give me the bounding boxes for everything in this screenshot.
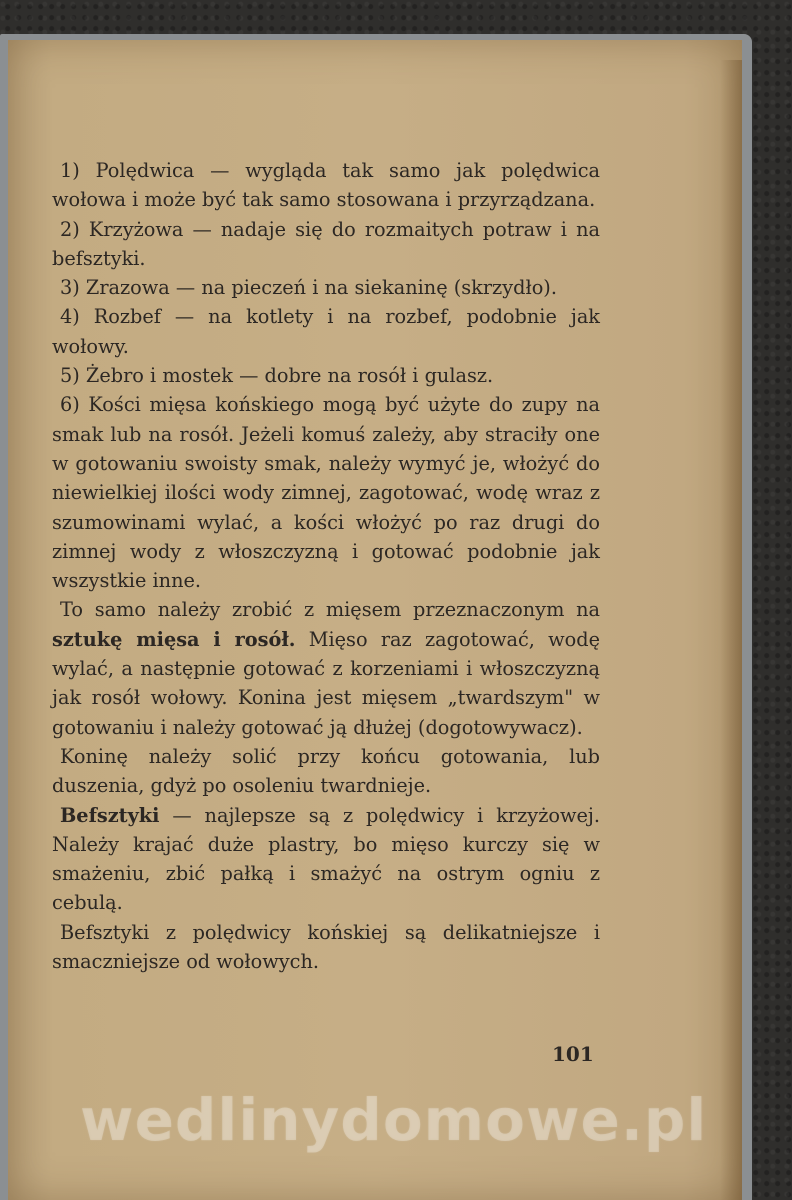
watermark: wedlinydomowe.pl bbox=[80, 1086, 708, 1154]
text-run: 1) Polędwica — wygląda tak samo jak polędwica wołowa i może być tak samo stosowana i przyrządzana. bbox=[52, 159, 600, 212]
page-text bbox=[52, 156, 600, 976]
text-run: 5) Żebro i mostek — dobre na rosół i gulasz. bbox=[60, 364, 494, 388]
page-number: 101 bbox=[552, 1042, 594, 1066]
paragraph bbox=[52, 918, 600, 977]
text-run: Koninę należy solić przy końcu gotowania, lub duszenia, gdyż po osoleniu twardnieje. bbox=[52, 744, 600, 798]
text-run: Befsztyki z polędwicy końskiej są delikatniejsze i smaczniejsze od wołowych. bbox=[52, 920, 600, 974]
text-run: To samo należy zrobić z mięsem przeznaczonym na bbox=[60, 598, 600, 622]
bold-text: Befsztyki bbox=[60, 803, 160, 827]
text-run: — najlepsze są z polędwicy i krzyżowej. Należy krajać duże plastry, bo mięso kurczy się w smażeniu, zbić pałką i smażyć na ostrym ogniu z cebulą. bbox=[52, 803, 600, 915]
text-run: 4) Rozbef — na kotlety i na rozbef, podobnie jak wołowy. bbox=[52, 305, 600, 358]
text-run: 2) Krzyżowa — nadaje się do rozmaitych potraw i na befsztyki. bbox=[52, 217, 600, 270]
paragraph bbox=[52, 302, 600, 361]
paragraph bbox=[52, 361, 600, 390]
text-run: Mięso raz zagotować, wodę wylać, a następnie gotować z korzeniami i włoszczyzną jak rosół wołowy. Konina jest mięsem „twardszym" w gotowaniu i należy gotować ją dłużej (dogotowywacz). bbox=[52, 627, 601, 739]
paragraph bbox=[52, 390, 600, 595]
bold-text: sztukę mięsa i rosół. bbox=[52, 627, 296, 651]
text-run: 6) Kości mięsa końskiego mogą być użyte do zupy na smak lub na rosół. Jeżeli komuś zależy, aby straciły one w gotowaniu swoisty smak, należy wymyć je, włożyć do niewielkiej ilości wody zimnej, zagotować, wodę wraz z szumowinami wylać, a kości włożyć po raz drugi do zimnej wody z włoszczyzną i gotować podobnie jak wszystkie inne. bbox=[52, 393, 600, 593]
paragraph bbox=[52, 801, 600, 918]
paragraph bbox=[52, 215, 600, 274]
paragraph bbox=[52, 742, 600, 801]
paragraph bbox=[52, 273, 600, 302]
paragraph bbox=[52, 156, 600, 215]
text-run: 3) Zrazowa — na pieczeń i na siekaninę (skrzydło). bbox=[60, 276, 557, 300]
page-edge-shadow bbox=[720, 60, 742, 1200]
paragraph bbox=[52, 595, 600, 741]
